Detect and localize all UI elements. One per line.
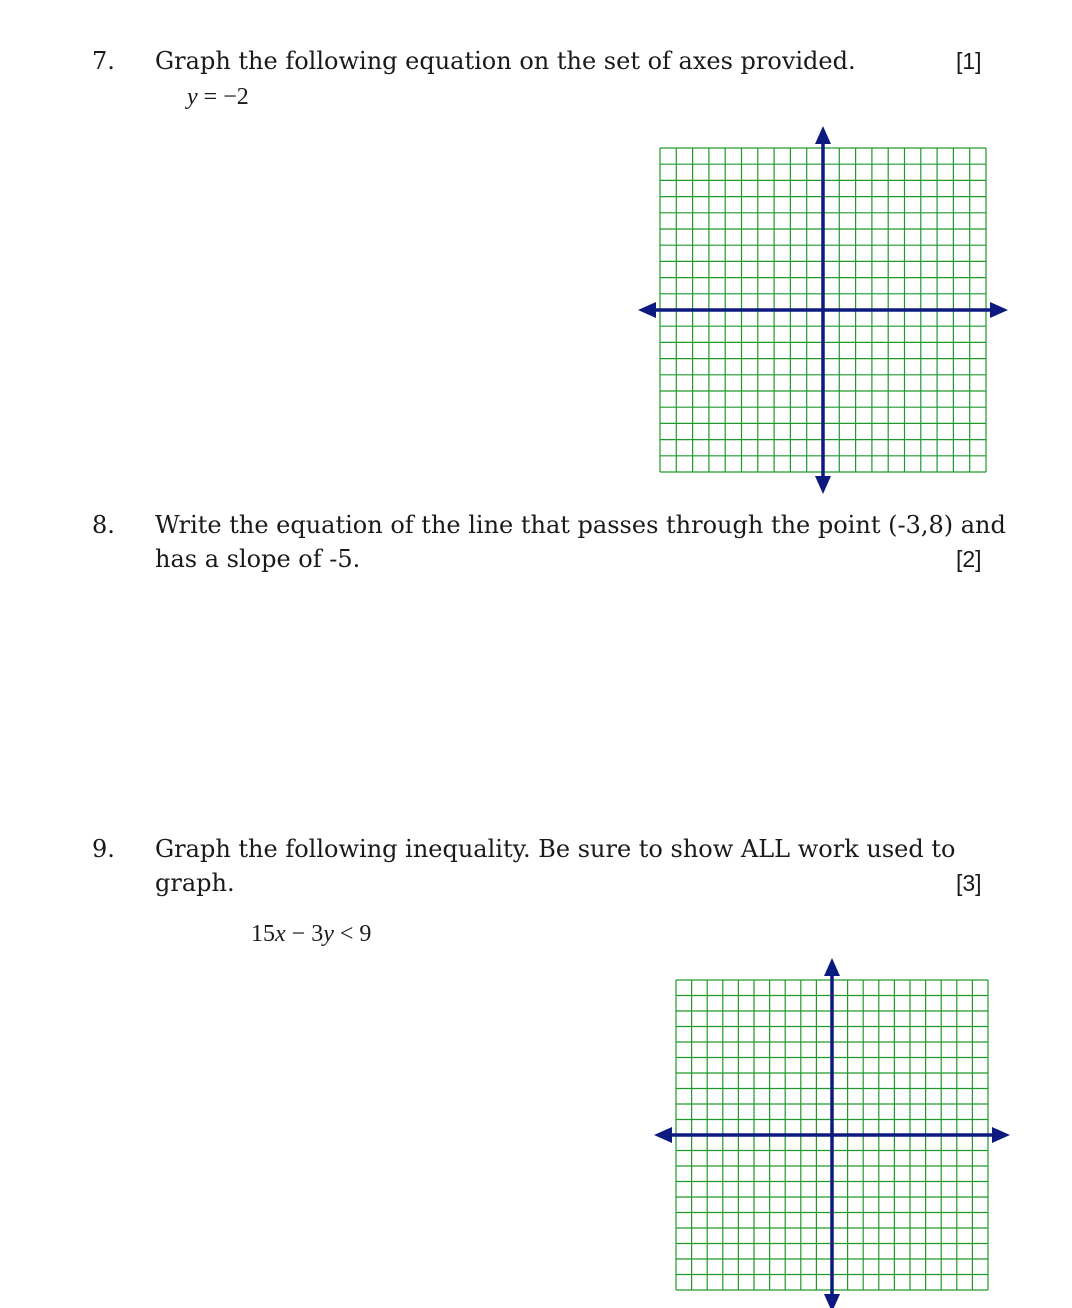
arrow-right-icon (990, 302, 1008, 318)
arrow-left-icon (638, 302, 656, 318)
arrow-down-icon (815, 476, 831, 494)
inequality-coef: 15 (251, 921, 275, 947)
arrow-up-icon (815, 126, 831, 144)
question-7-number: 7. (92, 47, 115, 75)
question-7-marks: [1] (956, 48, 982, 74)
arrow-down-icon (824, 1294, 840, 1308)
arrow-right-icon (992, 1127, 1010, 1143)
inequality-minus: − 3 (285, 921, 324, 947)
coordinate-grid-q9[interactable] (656, 962, 1014, 1306)
question-8-prompt-line-2: has a slope of -5. (155, 545, 361, 573)
question-8-marks: [2] (956, 546, 982, 572)
question-8-prompt-line-1: Write the equation of the line that passes through the point (-3,8) and (155, 511, 1006, 539)
coordinate-grid-q7[interactable] (640, 128, 1010, 490)
question-7-prompt: Graph the following equation on the set of axes provided. (155, 47, 856, 75)
question-8-number: 8. (92, 511, 115, 539)
equation-variable: y (187, 84, 198, 110)
question-9-inequality (251, 917, 371, 951)
arrow-up-icon (824, 958, 840, 976)
arrow-left-icon (654, 1127, 672, 1143)
inequality-rest: < 9 (333, 921, 372, 947)
question-9-prompt-line-2: graph. (155, 869, 235, 897)
question-7-equation (187, 80, 249, 114)
inequality-x: x (275, 921, 286, 947)
question-9-marks: [3] (956, 870, 982, 896)
question-9-prompt-line-1: Graph the following inequality. Be sure to show ALL work used to (155, 835, 956, 863)
inequality-y: y (323, 921, 334, 947)
question-9-number: 9. (92, 835, 115, 863)
equation-rhs: = −2 (197, 84, 249, 110)
